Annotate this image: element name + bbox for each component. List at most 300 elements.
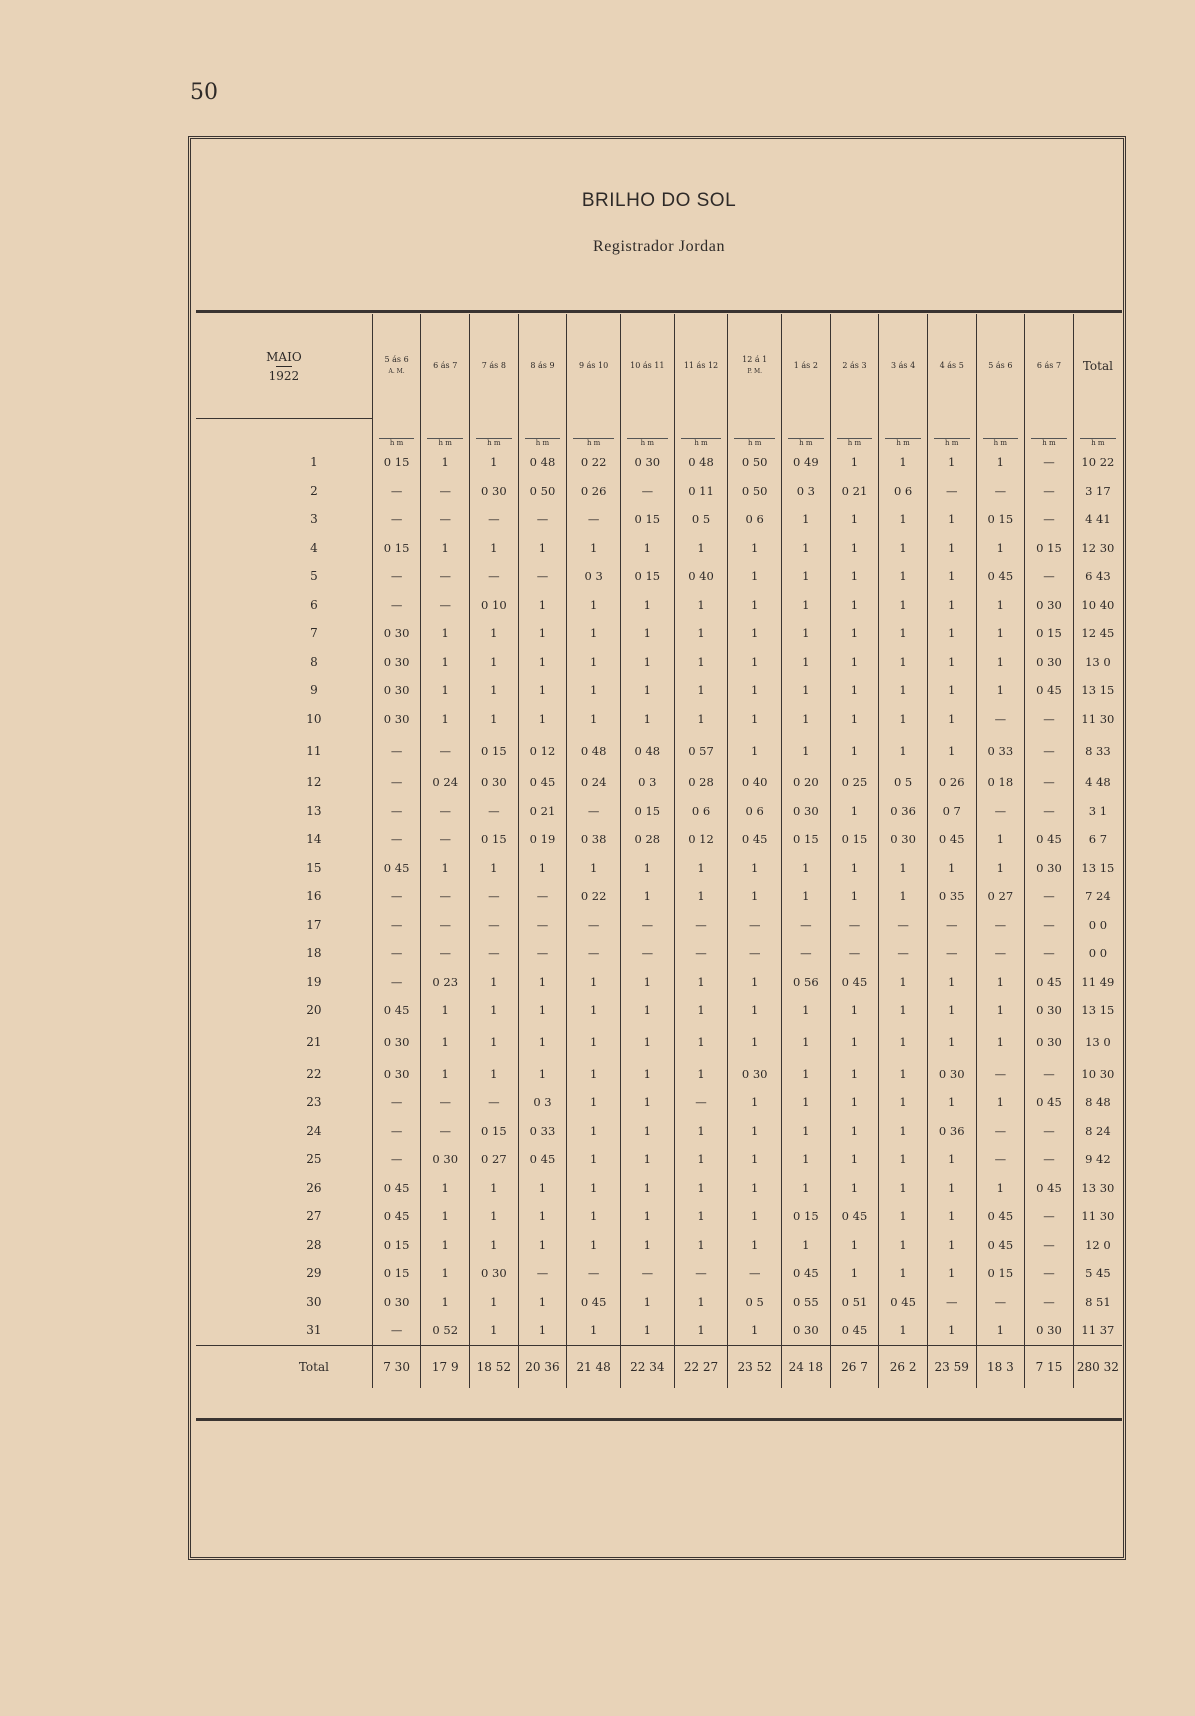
value-cell: — [421,591,470,620]
value-cell: 1 [728,705,782,734]
value-cell: — [372,968,421,997]
value-cell: 0 21 [830,477,879,506]
column-header [927,314,976,419]
unit-label: h m [1031,438,1067,447]
day-cell: 1 [196,448,372,477]
value-cell: 1 [927,705,976,734]
row-total-cell: 3 1 [1088,803,1108,818]
value-cell: 1 [421,448,470,477]
value-cell: 1 [830,562,879,591]
row-total-cell: 13 0 [1085,654,1111,669]
value-cell: 1 [674,1316,728,1345]
value-cell: 0 30 [372,705,421,734]
value-cell: 1 [470,854,519,883]
table-row [196,591,1122,620]
value-cell: 1 [782,1088,831,1117]
value-cell: — [470,797,519,826]
day-cell: 8 [196,648,372,677]
value-cell: 0 23 [421,968,470,997]
day-cell: 23 [196,1088,372,1117]
value-cell: 0 3 [567,562,621,591]
value-cell: 1 [830,1088,879,1117]
value-cell: 0 15 [470,1117,519,1146]
value-cell: 1 [470,1316,519,1345]
unit-label: h m [573,438,614,447]
value-cell: 1 [782,733,831,768]
table-row [196,882,1122,911]
value-cell: — [782,939,831,968]
day-cell: 5 [196,562,372,591]
value-cell: 1 [567,996,621,1025]
value-cell: 0 10 [470,591,519,620]
value-cell: 1 [620,591,674,620]
unit-cell [470,419,519,449]
table-row [196,1025,1122,1060]
value-cell: — [372,797,421,826]
column-header-label: 7 ás 8 [481,361,506,371]
value-cell: — [421,825,470,854]
value-cell: 1 [620,1231,674,1260]
value-cell: 0 45 [518,1145,567,1174]
units-spacer [196,419,372,449]
value-cell: 1 [830,882,879,911]
value-cell: — [976,797,1025,826]
value-cell: 0 15 [372,1259,421,1288]
value-cell: 1 [470,1174,519,1203]
value-cell: 1 [830,676,879,705]
value-cell: — [927,939,976,968]
value-cell: 0 30 [421,1145,470,1174]
value-cell: 1 [927,1231,976,1260]
value-cell: — [620,911,674,940]
column-header [728,314,782,419]
day-cell: 27 [196,1202,372,1231]
value-cell: 0 5 [728,1288,782,1317]
column-total-cell: 17 9 [421,1345,470,1388]
value-cell: — [1025,1259,1074,1288]
day-cell: 25 [196,1145,372,1174]
row-total-cell: 4 41 [1085,512,1111,527]
table-row [196,477,1122,506]
table-row [196,1231,1122,1260]
day-cell: 2 [196,477,372,506]
table-row [196,854,1122,883]
unit-cell [372,419,421,449]
column-total-cell: 7 30 [372,1345,421,1388]
value-cell: 0 3 [620,768,674,797]
unit-cell [1025,419,1074,449]
column-header [518,314,567,419]
value-cell: 0 15 [782,825,831,854]
value-cell: — [620,939,674,968]
value-cell: 0 35 [927,882,976,911]
value-cell: 0 45 [879,1288,928,1317]
value-cell: 1 [879,968,928,997]
column-total-cell: 22 34 [620,1345,674,1388]
value-cell: 1 [927,854,976,883]
column-header-label: 11 ás 12 [683,361,719,371]
table-row [196,1174,1122,1203]
value-cell: — [782,911,831,940]
value-cell: 0 25 [830,768,879,797]
value-cell: — [1025,797,1074,826]
column-total-cell: 7 15 [1025,1345,1074,1388]
value-cell: — [372,505,421,534]
value-cell: — [421,911,470,940]
value-cell: 1 [927,1202,976,1231]
row-total-cell: 0 0 [1088,946,1108,961]
value-cell: 1 [518,648,567,677]
value-cell: 1 [674,854,728,883]
column-total-cell: 280 32 [1073,1345,1122,1388]
row-total-cell: 13 0 [1085,1035,1111,1049]
unit-cell [567,419,621,449]
value-cell: — [421,882,470,911]
day-cell: 20 [196,996,372,1025]
value-cell: — [976,1117,1025,1146]
value-cell: 1 [421,1025,470,1060]
value-cell: 0 45 [976,1202,1025,1231]
value-cell: 1 [782,1174,831,1203]
value-cell: 1 [518,591,567,620]
value-cell: 1 [567,968,621,997]
value-cell: 0 27 [470,1145,519,1174]
value-cell: 1 [567,648,621,677]
unit-label: h m [379,438,415,447]
row-total-cell: 8 51 [1085,1294,1111,1309]
column-total-cell: 22 27 [674,1345,728,1388]
value-cell: 1 [728,676,782,705]
value-cell: 1 [674,648,728,677]
column-header [1073,314,1122,419]
column-header-period: A. M. [388,368,405,376]
value-cell: 1 [830,797,879,826]
value-cell: 1 [728,1174,782,1203]
column-header-period: P. M. [747,368,763,376]
unit-cell [782,419,831,449]
value-cell: 1 [879,1025,928,1060]
value-cell: 1 [518,1202,567,1231]
value-cell: — [372,768,421,797]
value-cell: 0 30 [1025,1316,1074,1345]
value-cell: 1 [470,1231,519,1260]
value-cell: 0 24 [421,768,470,797]
value-cell: 1 [879,854,928,883]
value-cell: 0 15 [620,797,674,826]
value-cell: 1 [620,968,674,997]
column-header-label: 1 ás 2 [793,361,818,371]
value-cell: 1 [567,1060,621,1089]
value-cell: 0 15 [372,448,421,477]
value-cell: 1 [976,534,1025,563]
value-cell: 1 [728,1202,782,1231]
value-cell: 1 [879,996,928,1025]
value-cell: 0 6 [674,797,728,826]
value-cell: 1 [728,1025,782,1060]
value-cell: 1 [470,448,519,477]
value-cell: 1 [421,534,470,563]
value-cell: 0 30 [782,797,831,826]
value-cell: 0 12 [674,825,728,854]
value-cell: 1 [976,591,1025,620]
value-cell: 1 [782,619,831,648]
value-cell: 0 15 [976,1259,1025,1288]
column-header [674,314,728,419]
value-cell: — [372,477,421,506]
table-row [196,676,1122,705]
value-cell: 0 6 [879,477,928,506]
value-cell: 1 [879,1202,928,1231]
value-cell: 1 [674,968,728,997]
value-cell: 0 45 [372,854,421,883]
value-cell: — [518,505,567,534]
value-cell: 1 [728,1316,782,1345]
value-cell: — [567,1259,621,1288]
value-cell: — [1025,733,1074,768]
value-cell: 1 [518,854,567,883]
value-cell: 0 28 [620,825,674,854]
value-cell: 1 [674,1202,728,1231]
unit-cell [1073,419,1122,449]
value-cell: 0 6 [728,505,782,534]
value-cell: — [470,911,519,940]
value-cell: 1 [620,1117,674,1146]
day-cell: 11 [196,733,372,768]
value-cell: — [728,1259,782,1288]
value-cell: 1 [674,1231,728,1260]
value-cell: 1 [421,1202,470,1231]
day-cell: 21 [196,1025,372,1060]
value-cell: 1 [879,1259,928,1288]
value-cell: 1 [620,1025,674,1060]
value-cell: 1 [421,1231,470,1260]
value-cell: — [1025,1060,1074,1089]
value-cell: 1 [976,1025,1025,1060]
value-cell: 1 [518,996,567,1025]
value-cell: 1 [674,619,728,648]
value-cell: 1 [830,648,879,677]
value-cell: 0 6 [728,797,782,826]
value-cell: 1 [421,1288,470,1317]
value-cell: 1 [470,619,519,648]
row-total-cell: 6 43 [1085,569,1111,584]
value-cell: 1 [830,1060,879,1089]
value-cell: 0 45 [782,1259,831,1288]
value-cell: 1 [879,448,928,477]
column-header [421,314,470,419]
column-total-cell: 26 2 [879,1345,928,1388]
value-cell: 0 52 [421,1316,470,1345]
total-row [196,1345,1122,1388]
value-cell: 1 [879,1117,928,1146]
value-cell: 1 [927,1259,976,1288]
footer-rule [196,1418,1122,1421]
unit-label: h m [681,438,722,447]
day-cell: 3 [196,505,372,534]
table-header [196,142,1122,312]
value-cell: 0 30 [879,825,928,854]
value-cell: 1 [879,1060,928,1089]
month-header [196,314,372,419]
column-total-cell: 24 18 [782,1345,831,1388]
value-cell: 1 [830,591,879,620]
value-cell: 1 [830,1145,879,1174]
value-cell: 1 [421,648,470,677]
value-cell: 0 15 [1025,534,1074,563]
value-cell: 1 [518,676,567,705]
value-cell: 0 45 [1025,825,1074,854]
value-cell: 0 45 [830,1202,879,1231]
value-cell: 1 [830,705,879,734]
value-cell: 0 18 [976,768,1025,797]
unit-cell [518,419,567,449]
table-row [196,1060,1122,1089]
row-total-cell: 11 37 [1081,1323,1115,1338]
value-cell: 1 [976,648,1025,677]
unit-cell [620,419,674,449]
value-cell: 1 [674,882,728,911]
value-cell: 1 [879,648,928,677]
value-cell: 1 [782,996,831,1025]
value-cell: — [470,562,519,591]
value-cell: 1 [927,1025,976,1060]
day-cell: 24 [196,1117,372,1146]
value-cell: 1 [927,733,976,768]
value-cell: 0 15 [830,825,879,854]
value-cell: — [830,911,879,940]
value-cell: 1 [879,733,928,768]
value-cell: — [976,477,1025,506]
value-cell: 1 [620,1088,674,1117]
value-cell: — [879,911,928,940]
value-cell: 0 22 [567,882,621,911]
column-header [567,314,621,419]
value-cell: 1 [567,1117,621,1146]
value-cell: 1 [728,562,782,591]
value-cell: 1 [421,854,470,883]
day-cell: 13 [196,797,372,826]
column-header [1025,314,1074,419]
value-cell: 1 [470,676,519,705]
value-cell: 0 5 [674,505,728,534]
value-cell: 0 45 [1025,676,1074,705]
value-cell: 1 [830,1025,879,1060]
value-cell: 1 [782,705,831,734]
value-cell: 1 [470,1025,519,1060]
column-total-cell: 18 3 [976,1345,1025,1388]
value-cell: 0 30 [372,1025,421,1060]
value-cell: — [421,505,470,534]
column-header-label: 10 ás 11 [630,361,665,371]
value-cell: 0 26 [567,477,621,506]
unit-cell [976,419,1025,449]
value-cell: 1 [518,968,567,997]
value-cell: — [470,1088,519,1117]
table-row [196,1288,1122,1317]
value-cell: — [372,825,421,854]
value-cell: 0 56 [782,968,831,997]
table-row [196,996,1122,1025]
value-cell: 0 50 [728,477,782,506]
value-cell: 1 [927,968,976,997]
value-cell: 1 [421,1060,470,1089]
month-label: MAIO [266,349,302,364]
day-cell: 28 [196,1231,372,1260]
column-header [620,314,674,419]
unit-label: h m [934,438,970,447]
value-cell: — [421,1088,470,1117]
value-cell: 1 [782,562,831,591]
table-row [196,1145,1122,1174]
value-cell: 1 [620,854,674,883]
table-row [196,619,1122,648]
value-cell: — [728,939,782,968]
value-cell: — [567,505,621,534]
value-cell: 1 [728,968,782,997]
value-cell: 0 30 [620,448,674,477]
value-cell: — [879,939,928,968]
day-cell: 12 [196,768,372,797]
value-cell: — [1025,562,1074,591]
value-cell: 1 [830,1231,879,1260]
value-cell: — [674,911,728,940]
value-cell: 1 [728,1088,782,1117]
value-cell: 1 [927,1145,976,1174]
value-cell: 1 [567,705,621,734]
value-cell: 0 33 [976,733,1025,768]
value-cell: 1 [674,676,728,705]
value-cell: 1 [518,1316,567,1345]
value-cell: — [372,733,421,768]
value-cell: — [372,1117,421,1146]
value-cell: — [1025,1145,1074,1174]
value-cell: 1 [927,448,976,477]
value-cell: 1 [782,1025,831,1060]
unit-cell [879,419,928,449]
value-cell: 1 [879,1088,928,1117]
value-cell: 1 [879,534,928,563]
value-cell: 1 [421,619,470,648]
row-total-cell: 8 33 [1085,743,1111,758]
unit-label: h m [476,438,512,447]
column-header-label: 5 ás 6 [384,355,409,365]
day-cell: 7 [196,619,372,648]
day-cell: 19 [196,968,372,997]
row-total-cell: 13 15 [1081,860,1115,875]
row-total-cell: 3 17 [1085,483,1111,498]
value-cell: — [1025,768,1074,797]
value-cell: 1 [830,1259,879,1288]
value-cell: 1 [728,854,782,883]
column-header [879,314,928,419]
value-cell: 0 30 [1025,591,1074,620]
value-cell: — [421,562,470,591]
value-cell: 0 38 [567,825,621,854]
value-cell: 1 [518,1288,567,1317]
value-cell: 1 [927,1174,976,1203]
value-cell: — [518,939,567,968]
table-row [196,505,1122,534]
value-cell: 1 [927,534,976,563]
column-total-cell: 23 52 [728,1345,782,1388]
value-cell: — [1025,1202,1074,1231]
value-cell: 1 [830,534,879,563]
page-subtitle: Registrador Jordan [592,238,726,255]
unit-label: h m [627,438,668,447]
unit-label: h m [983,438,1019,447]
value-cell: 1 [518,534,567,563]
column-header-label: Total [1082,359,1113,374]
